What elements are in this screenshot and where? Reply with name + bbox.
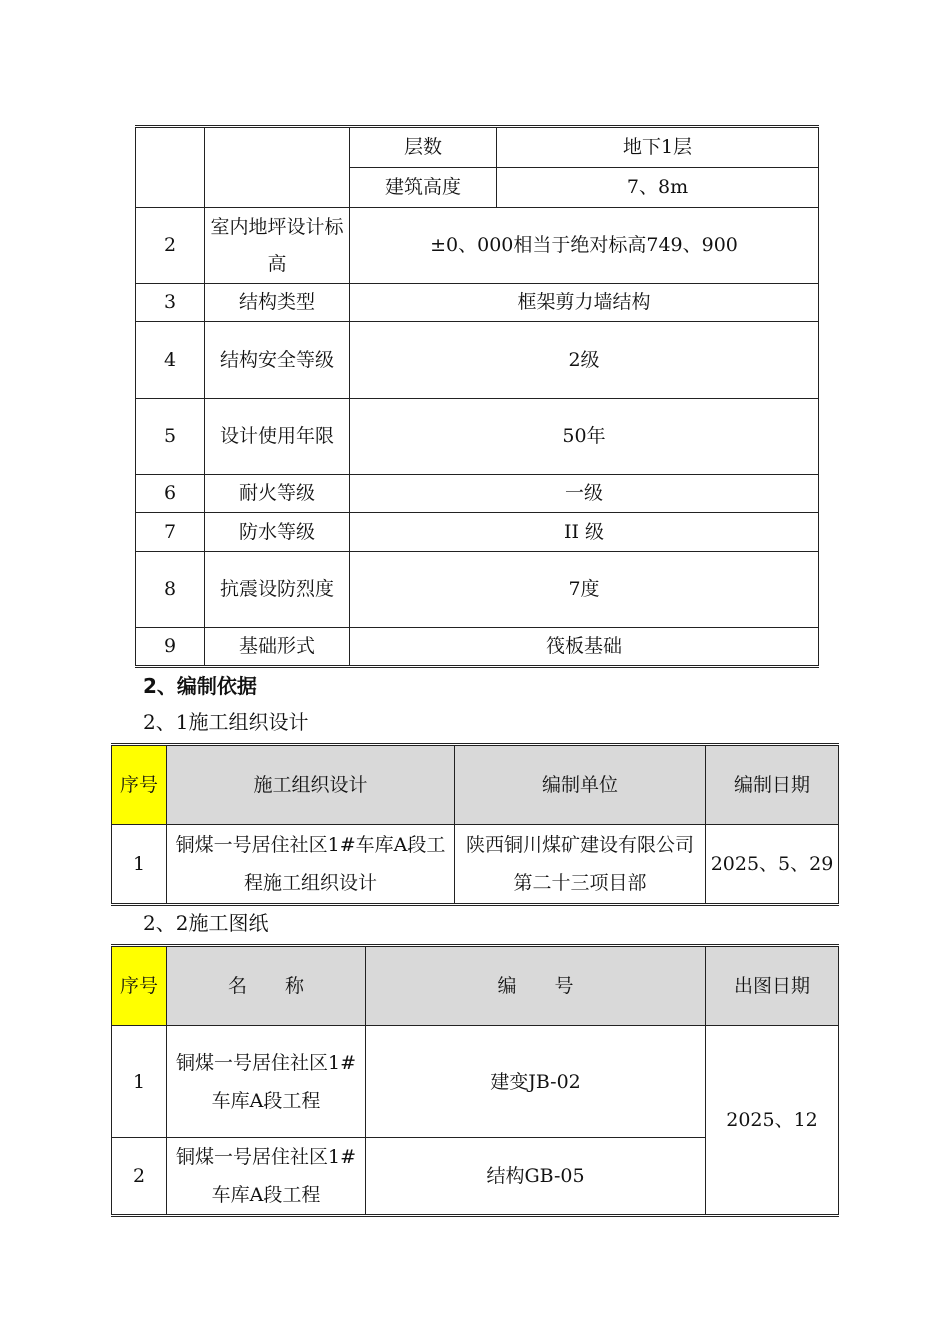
row-value: 一级 xyxy=(350,475,819,513)
section-title: 2、编制依据 xyxy=(143,674,257,698)
row-number: 4 xyxy=(136,322,205,399)
row-value: ±0、000相当于绝对标高749、900 xyxy=(350,208,819,284)
row-value: 7度 xyxy=(350,552,819,628)
header-unit: 编制单位 xyxy=(455,745,706,825)
table-row xyxy=(136,513,819,552)
table-row xyxy=(136,284,819,322)
row-number: 7 xyxy=(136,513,205,552)
subsection-title: 2、1施工组织设计 xyxy=(143,710,309,734)
table-row xyxy=(136,552,819,628)
row-number: 1 xyxy=(112,825,167,905)
table-row xyxy=(112,1026,839,1138)
row-value: 地下1层 xyxy=(497,127,819,168)
row-code: 建变JB-02 xyxy=(366,1026,706,1138)
row-value: 50年 xyxy=(350,399,819,475)
row-value: 筏板基础 xyxy=(350,628,819,667)
row-unit: 陕西铜川煤矿建设有限公司第二十三项目部 xyxy=(455,825,706,905)
row-number: 2 xyxy=(112,1138,167,1216)
header-name: 施工组织设计 xyxy=(167,745,455,825)
row-label: 层数 xyxy=(350,127,497,168)
table-row xyxy=(136,399,819,475)
row-item: 基础形式 xyxy=(205,628,350,667)
empty-cell xyxy=(205,127,350,208)
row-item: 抗震设防烈度 xyxy=(205,552,350,628)
header-date: 出图日期 xyxy=(706,946,839,1026)
project-overview-table xyxy=(135,125,819,668)
table-row xyxy=(136,628,819,667)
subsection-title: 2、2施工图纸 xyxy=(143,911,269,935)
row-name: 铜煤一号居住社区1#车库A段工程 xyxy=(167,1138,366,1216)
row-name: 铜煤一号居住社区1#车库A段工程 xyxy=(167,1026,366,1138)
row-number: 2 xyxy=(136,208,205,284)
row-item: 室内地坪设计标高 xyxy=(205,208,350,284)
empty-cell xyxy=(136,127,205,208)
row-date: 2025、5、29 xyxy=(706,825,839,905)
row-value: 2级 xyxy=(350,322,819,399)
header-seq: 序号 xyxy=(112,946,167,1026)
organization-design-table xyxy=(111,743,839,906)
row-item: 设计使用年限 xyxy=(205,399,350,475)
table-row xyxy=(112,825,839,905)
row-number: 8 xyxy=(136,552,205,628)
row-value: 框架剪力墙结构 xyxy=(350,284,819,322)
row-item: 耐火等级 xyxy=(205,475,350,513)
row-number: 3 xyxy=(136,284,205,322)
row-item: 结构类型 xyxy=(205,284,350,322)
row-number: 6 xyxy=(136,475,205,513)
row-value: 7、8m xyxy=(497,168,819,208)
row-number: 5 xyxy=(136,399,205,475)
row-number: 1 xyxy=(112,1026,167,1138)
table-row xyxy=(136,208,819,284)
header-date: 编制日期 xyxy=(706,745,839,825)
table-row xyxy=(136,475,819,513)
drawings-table xyxy=(111,944,839,1217)
row-item: 防水等级 xyxy=(205,513,350,552)
row-date: 2025、12 xyxy=(706,1026,839,1216)
row-value: II 级 xyxy=(350,513,819,552)
header-code: 编 号 xyxy=(366,946,706,1026)
header-name: 名 称 xyxy=(167,946,366,1026)
row-item: 结构安全等级 xyxy=(205,322,350,399)
row-code: 结构GB-05 xyxy=(366,1138,706,1216)
row-number: 9 xyxy=(136,628,205,667)
header-seq: 序号 xyxy=(112,745,167,825)
table-row xyxy=(136,322,819,399)
row-label: 建筑高度 xyxy=(350,168,497,208)
row-name: 铜煤一号居住社区1#车库A段工程施工组织设计 xyxy=(167,825,455,905)
